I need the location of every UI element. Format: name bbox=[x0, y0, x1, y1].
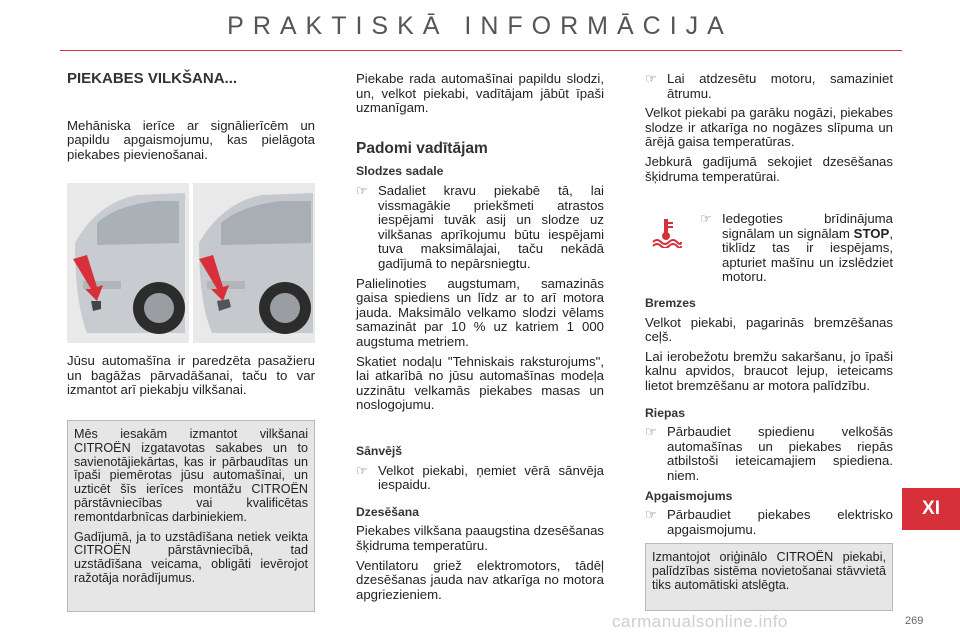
brakes-paragraph-2: Lai ierobežotu bremžu sakaršanu, jo īpaši kalnu apvidos, braucot lejup, ieteicams lietot bremzēšanu ar motora palīdzību. bbox=[645, 348, 893, 393]
section-title-towing: PIEKABES VILKŠANA... bbox=[67, 70, 238, 87]
parking-assist-box bbox=[645, 543, 893, 611]
pointing-hand-icon: ☞ bbox=[645, 507, 657, 523]
pointing-hand-icon: ☞ bbox=[645, 71, 657, 86]
bullet-text bbox=[667, 425, 893, 483]
cooling-paragraph-1: Piekabes vilkšana paaugstina dzesēšanas šķidruma temperatūru. bbox=[356, 523, 604, 553]
section-title-driver-tips: Padomi vadītājam bbox=[356, 139, 488, 157]
left-column-lower bbox=[67, 354, 315, 403]
bullet-tyres bbox=[645, 425, 893, 483]
brakes-paragraph-1: Velkot piekabi, pagarinās bremzēšanas ceļš. bbox=[645, 314, 893, 345]
altitude-paragraph: Palielinoties augstumam, samazinās gaisa spiediens un līdz ar to arī motora jauda. Maksimālo velkamo slodzi vēlams samazināt par 10 % uz katriem 1 000 augstuma metriem. bbox=[356, 275, 604, 349]
parking-assist-text: Izmantojot oriģinālo CITROËN piekabi, palīdzības sistēma novietošanai stāvvietā tiks automātiski atslēgta. bbox=[652, 550, 886, 592]
intro-paragraph: Mehāniska ierīce ar signālierīcēm un papildu apgaismojumu, kas pielāgota piekabes pievienošanai. bbox=[67, 117, 315, 162]
car-rear-illustration bbox=[67, 183, 315, 343]
stop-label: STOP bbox=[853, 225, 890, 241]
trailer-load-intro: Piekabe rada automašīnai papildu slodzi, un, velkot piekabi, vadītājam jābūt īpaši uzmanīgam. bbox=[356, 71, 604, 116]
bullet-lighting bbox=[645, 508, 893, 537]
vehicle-use-paragraph: Jūsu automašīna ir paredzēta pasažieru un bagāžas pārvadāšanai, taču to var izmantot arī piekabju vilkšanai. bbox=[67, 353, 315, 398]
subheading-cooling: Dzesēšana bbox=[356, 504, 420, 519]
subheading-brakes: Bremzes bbox=[645, 296, 696, 310]
right-column-lower bbox=[645, 296, 893, 542]
subheading-tyres: Riepas bbox=[645, 405, 685, 420]
warning-block bbox=[700, 212, 893, 290]
page-header-title: PRAKTISKĀ INFORMĀCIJA bbox=[227, 12, 733, 40]
bullet-text: Lai atdzesētu motoru, samaziniet ātrumu. bbox=[667, 71, 893, 101]
bullet-text: Pārbaudiet piekabes elektrisko apgaismojumu. bbox=[667, 507, 893, 537]
bullet-crosswind bbox=[356, 464, 604, 493]
pointing-hand-icon: ☞ bbox=[356, 462, 368, 478]
coolant-temperature-icon bbox=[650, 216, 682, 248]
recommendation-paragraph-2: Gadījumā, ja to uzstādīšana netiek veikta CITROËN pārstāvniecībā, tad uzstādīšana veicama, obligāti ievērojot ražotāja norādījumus. bbox=[74, 529, 308, 585]
subheading-crosswind: Sānvējš bbox=[356, 444, 403, 458]
towbar-photo bbox=[67, 183, 315, 343]
warning-text-end: , tiklīdz tas ir iespējams, apturiet mašīnu un izslēdziet motoru. bbox=[722, 225, 893, 285]
recommendation-paragraph-1: Mēs iesakām izmantot vilkšanai CITROËN izgatavotas sakabes un to savienotājiekārtas, kas ir pārbaudītas un īpaši piemērotas jūsu automašīnai, un uzticēt šīs ierīces montāžu CITROËN pārstāvniecības vai kvalificētas remontdarbnīcas darbiniekiem. bbox=[74, 427, 308, 524]
tyres-text: Pārbaudiet spiedienu velkošās automašīnas un piekabes riepās atbilstoši ieteicamajiem spiediena. bbox=[667, 424, 893, 469]
bullet-text bbox=[722, 212, 893, 285]
page-number: 269 bbox=[905, 615, 924, 627]
header-divider bbox=[60, 50, 902, 51]
middle-column-lower bbox=[356, 444, 604, 607]
cooling-paragraph-2: Ventilatoru griež elektromotors, tādēļ dzesēšanas jauda nav atkarīga no motora apgriezieniem. bbox=[356, 557, 604, 602]
subheading-lighting: Apgaismojums bbox=[645, 488, 733, 503]
bullet-text: Velkot piekabi, ņemiet vērā sānvēja iespaidu. bbox=[378, 462, 604, 493]
recommendation-box bbox=[67, 420, 315, 612]
bullet-stop-warning bbox=[700, 212, 893, 285]
watermark: carmanualsonline.info bbox=[612, 612, 788, 631]
monitor-temperature-paragraph: Jebkurā gadījumā sekojiet dzesēšanas šķidruma temperatūrai. bbox=[645, 153, 893, 184]
bullet-reduce-speed bbox=[645, 72, 893, 101]
left-column bbox=[67, 72, 315, 167]
chapter-tab: XI bbox=[902, 488, 960, 530]
middle-column bbox=[356, 72, 604, 418]
right-column bbox=[645, 72, 893, 189]
tyres-text-end: niem. bbox=[667, 467, 700, 483]
pointing-hand-icon: ☞ bbox=[645, 424, 657, 440]
pointing-hand-icon: ☞ bbox=[700, 211, 712, 226]
bullet-load-distribution bbox=[356, 184, 604, 272]
warning-text-start: Iedegoties brīdinājuma signālam un signālam bbox=[722, 211, 893, 241]
bullet-text: Sadaliet kravu piekabē tā, lai vissmagākie priekšmeti atrastos iespējami tuvāk asij un slodze uz vilkšanas aprīkojumu būtu iespējami tuva maksimālajai, taču nekādā gadījumā to nepārsniegtu. bbox=[378, 182, 604, 271]
technical-reference-paragraph: Skatiet nodaļu "Tehniskais raksturojums", lai atkarībā no jūsu automašīnas modeļa uzzinātu velkamās piekabes masas un noslogojumu. bbox=[356, 353, 604, 413]
slope-paragraph: Velkot piekabi pa garāku nogāzi, piekabes slodze ir atkarīga no nogāzes slīpuma un ārējā gaisa temperatūras. bbox=[645, 105, 893, 150]
subheading-load-distribution: Slodzes sadale bbox=[356, 164, 444, 179]
pointing-hand-icon: ☞ bbox=[356, 182, 368, 198]
